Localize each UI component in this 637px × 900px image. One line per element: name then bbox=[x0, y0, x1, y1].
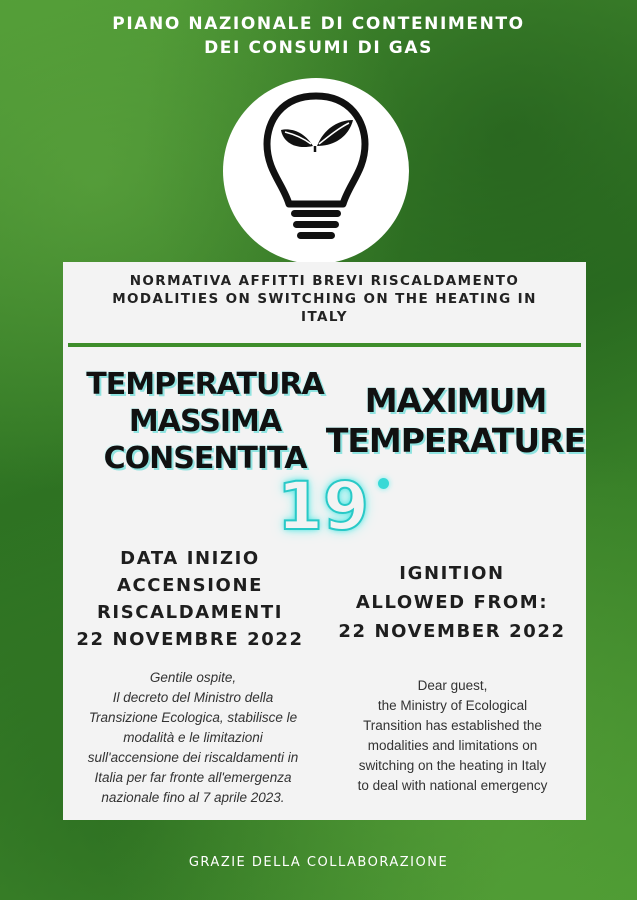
start-date-italian-line-1: DATA INIZIO bbox=[120, 548, 260, 569]
subtitle-line-2: MODALITIES ON SWITCHING ON THE HEATING IN bbox=[112, 291, 537, 307]
start-date-english-line-2: ALLOWED FROM: bbox=[355, 592, 549, 613]
start-date-italian-line-4: 22 NOVEMBRE 2022 bbox=[76, 629, 304, 650]
start-date-italian-line-2: ACCENSIONE bbox=[116, 575, 264, 596]
heading-english bbox=[318, 381, 593, 461]
message-italian bbox=[68, 668, 318, 808]
message-italian-line-3: Transizione Ecologica, stabilisce le bbox=[88, 710, 298, 725]
degree-icon bbox=[378, 478, 389, 489]
info-card bbox=[63, 262, 586, 820]
page-title-line-1: PIANO NAZIONALE DI CONTENIMENTO bbox=[112, 14, 525, 34]
page-title-line-2: DEI CONSUMI DI GAS bbox=[204, 38, 433, 58]
bulb-base-ring-1 bbox=[291, 210, 341, 217]
message-italian-line-7: nazionale fino al 7 aprile 2023. bbox=[101, 790, 285, 805]
message-english-line-4: modalities and limitations on bbox=[367, 738, 538, 753]
start-date-italian bbox=[65, 545, 315, 653]
temperature-value: 19 bbox=[277, 468, 369, 545]
message-italian-line-2: Il decreto del Ministro della bbox=[112, 690, 274, 705]
bulb-base-ring-3 bbox=[297, 232, 335, 239]
start-date-italian-line-3: RISCALDAMENTI bbox=[96, 602, 284, 623]
heading-italian-line-3: CONSENTITA bbox=[103, 441, 307, 476]
message-english-line-1: Dear guest, bbox=[417, 678, 488, 693]
heading-italian bbox=[75, 366, 335, 477]
message-english bbox=[325, 676, 580, 796]
logo bbox=[223, 78, 409, 264]
subtitle-line-3: ITALY bbox=[301, 309, 348, 325]
message-english-line-2: the Ministry of Ecological bbox=[377, 698, 528, 713]
message-italian-line-1: Gentile ospite, bbox=[149, 670, 237, 685]
message-english-line-5: switching on the heating in Italy bbox=[358, 758, 547, 773]
subtitle-line-1: NORMATIVA AFFITTI BREVI RISCALDAMENTO bbox=[129, 273, 520, 289]
lightbulb-leaf-icon bbox=[223, 78, 409, 264]
heading-english-line-2: TEMPERATURE bbox=[325, 421, 586, 460]
message-italian-line-5: sull'accensione dei riscaldamenti in bbox=[87, 750, 299, 765]
start-date-english bbox=[318, 559, 586, 646]
subtitle bbox=[63, 272, 586, 326]
message-english-line-6: to deal with national emergency bbox=[357, 778, 548, 793]
start-date-english-line-1: IGNITION bbox=[399, 563, 505, 584]
bulb-base-ring-2 bbox=[293, 221, 339, 228]
start-date-english-line-3: 22 NOVEMBER 2022 bbox=[338, 621, 566, 642]
footer-thanks: GRAZIE DELLA COLLABORAZIONE bbox=[188, 855, 449, 870]
message-italian-line-4: modalità e le limitazioni bbox=[123, 730, 263, 745]
divider bbox=[68, 343, 581, 347]
heading-english-line-1: MAXIMUM bbox=[364, 381, 547, 420]
heading-italian-line-1: TEMPERATURA bbox=[86, 367, 324, 402]
message-italian-line-6: Italia per far fronte all'emergenza bbox=[94, 770, 292, 785]
page-title bbox=[0, 12, 637, 60]
message-english-line-3: Transition has established the bbox=[363, 718, 542, 733]
heading-italian-line-2: MASSIMA bbox=[128, 404, 282, 439]
